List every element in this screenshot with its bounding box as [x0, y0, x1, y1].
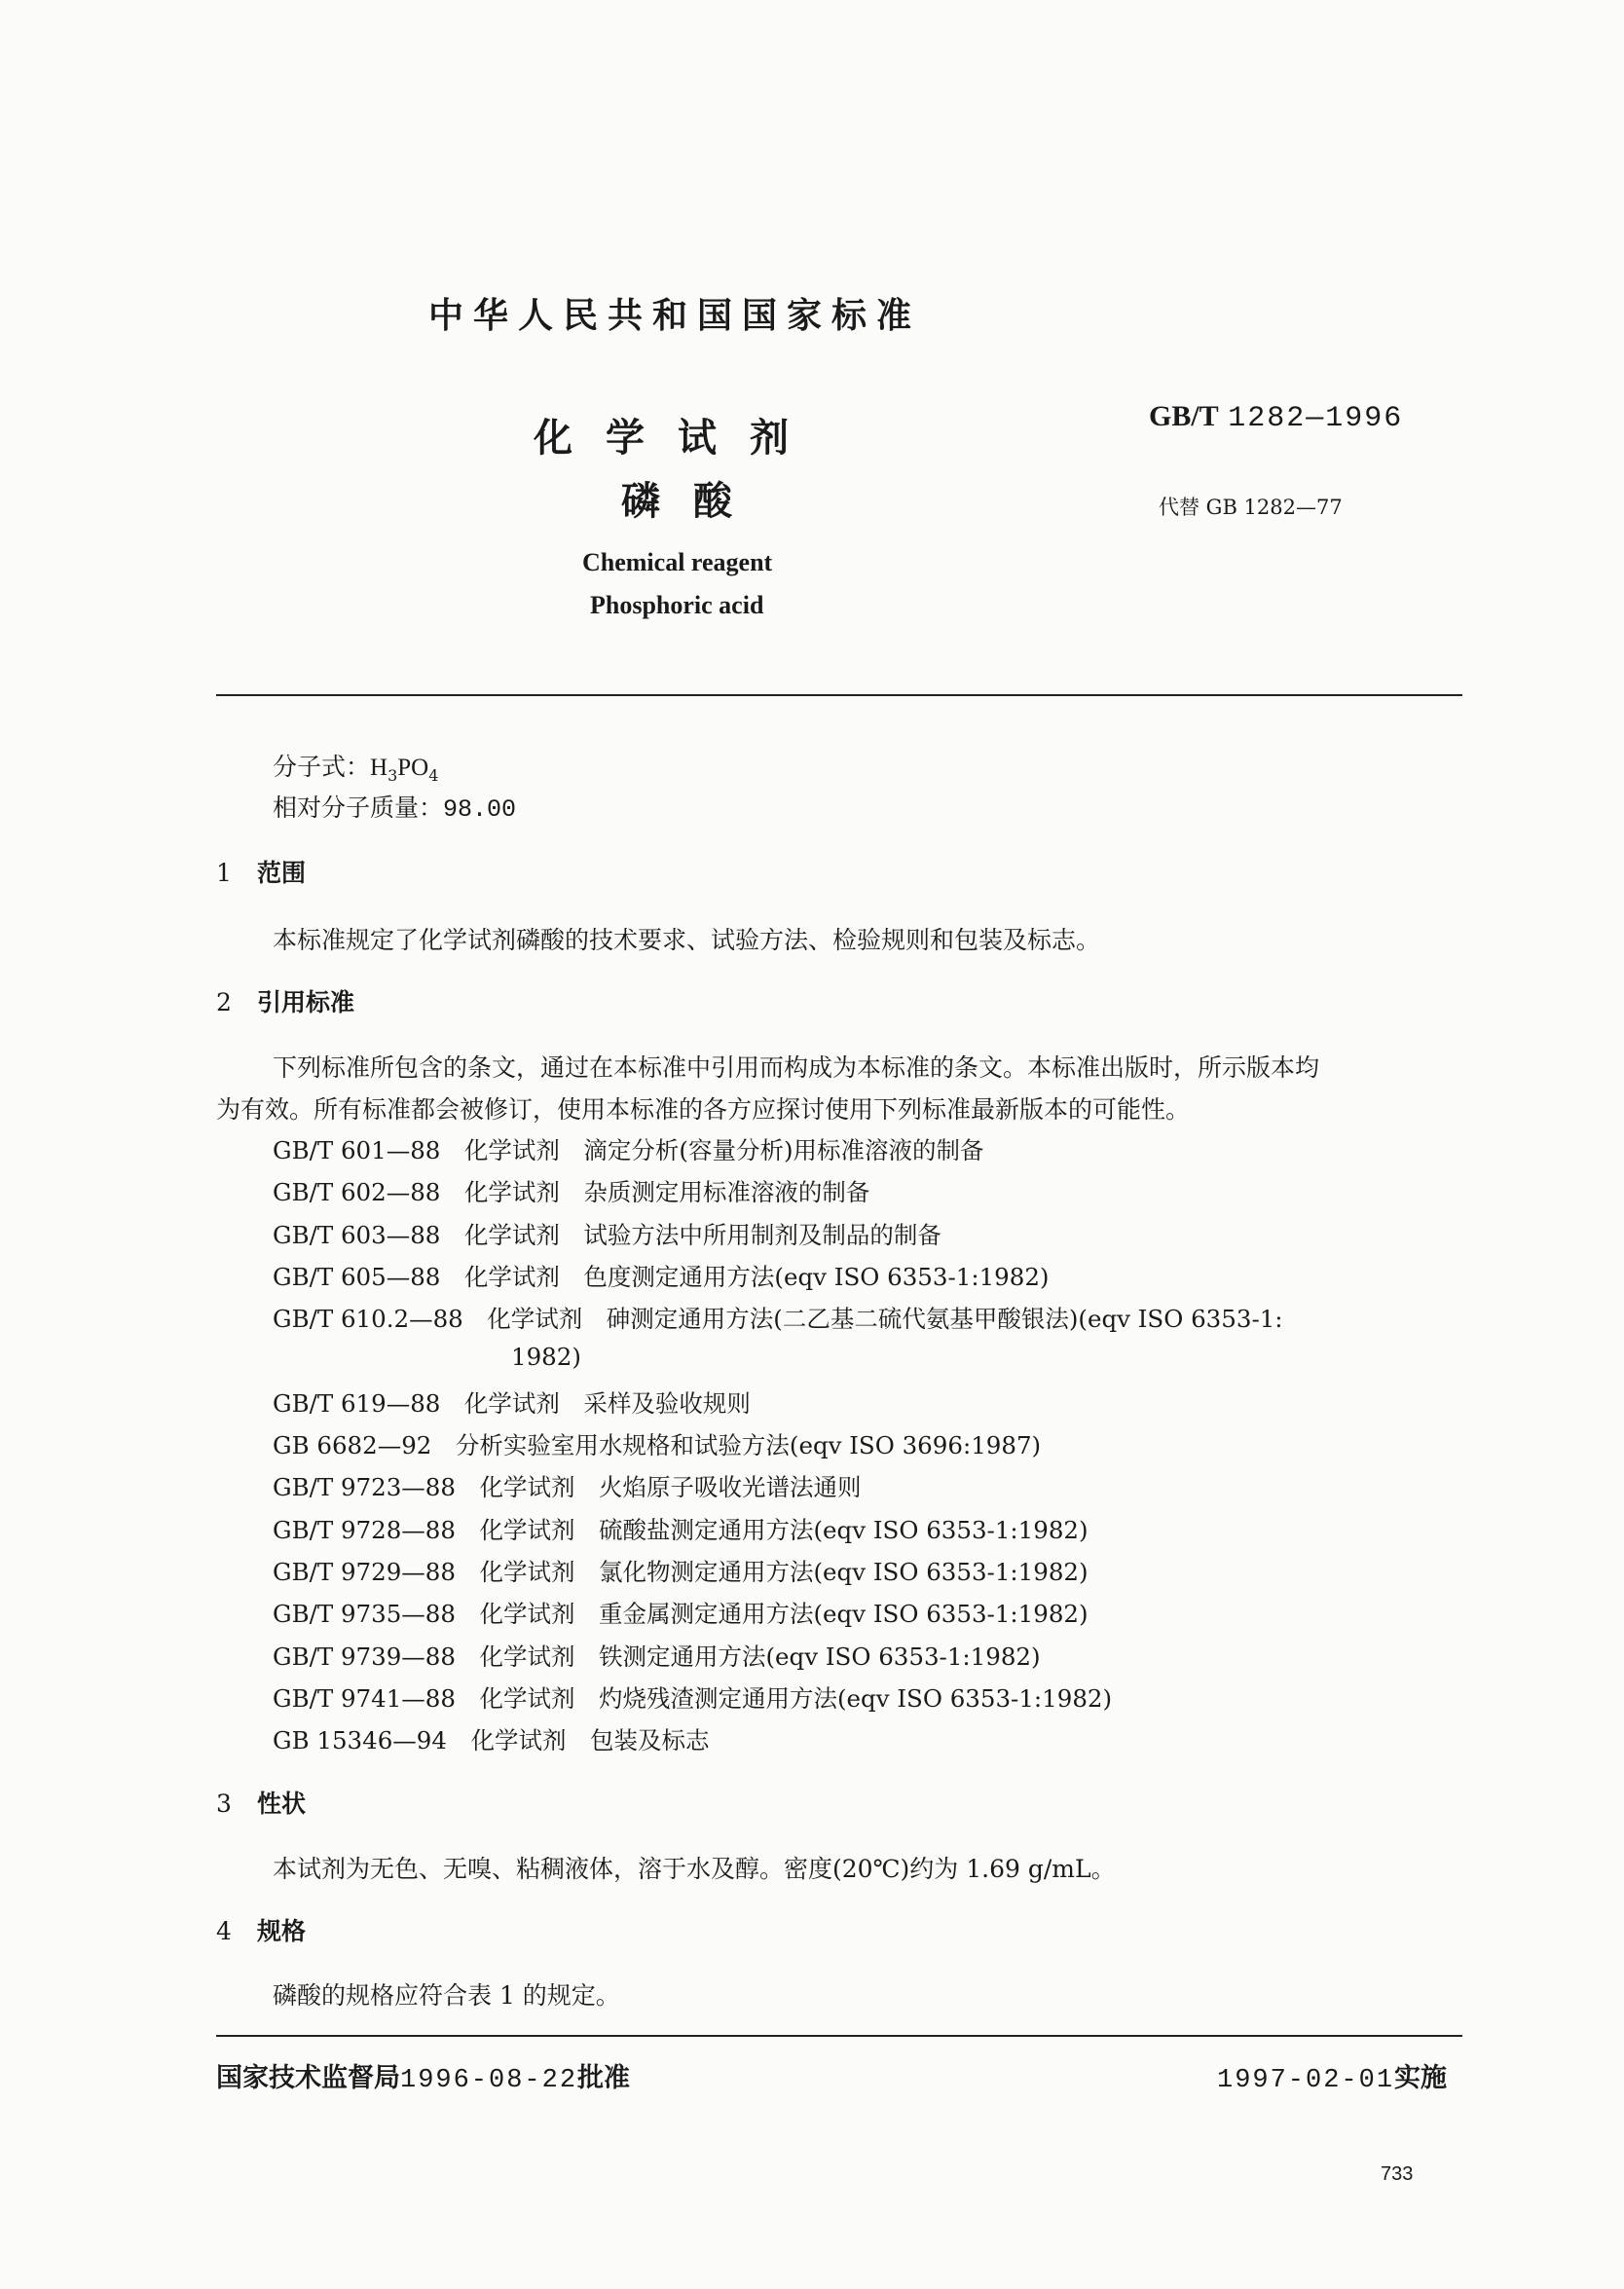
- reference-item: GB/T 9729—88 化学试剂 氯化物测定通用方法(eqv ISO 6353-1:1982): [273, 1558, 1089, 1586]
- reference-item: GB 6682—92 分析实验室用水规格和试验方法(eqv ISO 3696:1987): [273, 1431, 1042, 1459]
- reference-item: GB/T 619—88 化学试剂 采样及验收规则: [273, 1389, 751, 1418]
- replaces-standard: 代替 GB 1282—77: [1159, 496, 1343, 519]
- section-3-text: 本试剂为无色、无嗅、粘稠液体，溶于水及醇。密度(20℃)约为 1.69 g/mL。: [273, 1855, 1116, 1883]
- section-1-heading: [216, 854, 306, 889]
- section-1-text: 本标准规定了化学试剂磷酸的技术要求、试验方法、检验规则和包装及标志。: [273, 926, 1101, 954]
- reference-item: GB/T 9739—88 化学试剂 铁测定通用方法(eqv ISO 6353-1:1982): [273, 1643, 1041, 1671]
- section-3-number: 3: [216, 1790, 232, 1818]
- footer-divider: [216, 2035, 1462, 2037]
- page-number: 733: [1381, 2163, 1414, 2185]
- approval-line: [216, 2056, 630, 2095]
- effective-line: [1217, 2056, 1447, 2095]
- reference-item: GB/T 9735—88 化学试剂 重金属测定通用方法(eqv ISO 6353-1:1982): [273, 1600, 1089, 1628]
- title-cn-line2: 磷酸: [621, 478, 765, 524]
- reference-item: GB/T 601—88 化学试剂 滴定分析(容量分析)用标准溶液的制备: [273, 1136, 984, 1164]
- standard-prefix: GB/T: [1149, 400, 1219, 432]
- section-1-number: 1: [216, 859, 232, 887]
- title-cn-line1: 化学试剂: [534, 415, 822, 461]
- standard-number: [1149, 399, 1403, 435]
- reference-item: GB/T 602—88 化学试剂 杂质测定用标准溶液的制备: [273, 1178, 870, 1206]
- relative-molecular-mass: [273, 789, 516, 824]
- reference-item: GB/T 9723—88 化学试剂 火焰原子吸收光谱法通则: [273, 1473, 862, 1501]
- mass-value: 98.00: [443, 795, 517, 824]
- approval-label: 批准: [577, 2063, 631, 2093]
- national-standard-heading: 中华人民共和国国家标准: [428, 295, 922, 336]
- section-2-text-line1: 下列标准所包含的条文，通过在本标准中引用而构成为本标准的条文。本标准出版时，所示版本均: [273, 1053, 1320, 1082]
- standard-code: 1282—1996: [1228, 402, 1404, 435]
- section-2-title: 引用标准: [257, 988, 355, 1016]
- section-2-number: 2: [216, 988, 232, 1016]
- effective-date: 1997-02-01: [1217, 2066, 1395, 2095]
- reference-item: GB/T 610.2—88 化学试剂 砷测定通用方法(二乙基二硫代氨基甲酸银法)(eqv ISO 6353-1:: [273, 1305, 1283, 1333]
- formula-po: PO: [397, 755, 429, 781]
- mass-label: 相对分子质量：: [273, 794, 444, 822]
- reference-item: GB/T 9741—88 化学试剂 灼烧残渣测定通用方法(eqv ISO 6353-1:1982): [273, 1684, 1113, 1713]
- title-en-line2: Phosphoric acid: [590, 591, 764, 619]
- molecular-formula-label: 分子式：: [273, 753, 371, 781]
- section-4-title: 规格: [257, 1917, 307, 1945]
- section-3-heading: [216, 1785, 306, 1820]
- title-en-line1: Chemical reagent: [582, 548, 773, 576]
- reference-item: GB/T 603—88 化学试剂 试验方法中所用制剂及制品的制备: [273, 1221, 941, 1249]
- reference-item: GB 15346—94 化学试剂 包装及标志: [273, 1726, 710, 1754]
- reference-item-continuation: 1982): [511, 1343, 581, 1371]
- section-4-number: 4: [216, 1917, 232, 1945]
- formula-sub-4: 4: [428, 766, 439, 785]
- reference-item: GB/T 605—88 化学试剂 色度测定通用方法(eqv ISO 6353-1:1982): [273, 1263, 1050, 1291]
- section-2-heading: [216, 983, 354, 1018]
- formula-h: H: [370, 755, 388, 781]
- approval-date: 1996-08-22: [400, 2066, 578, 2095]
- effective-label: 实施: [1394, 2063, 1448, 2093]
- approver: 国家技术监督局: [216, 2063, 400, 2093]
- section-2-text-line2: 为有效。所有标准都会被修订，使用本标准的各方应探讨使用下列标准最新版本的可能性。: [216, 1095, 1191, 1124]
- section-3-title: 性状: [257, 1790, 307, 1818]
- reference-item: GB/T 9728—88 化学试剂 硫酸盐测定通用方法(eqv ISO 6353-1:1982): [273, 1516, 1089, 1544]
- molecular-formula: [273, 748, 438, 785]
- section-1-title: 范围: [257, 859, 307, 887]
- section-4-text: 磷酸的规格应符合表 1 的规定。: [273, 1981, 620, 2010]
- formula-sub-3: 3: [388, 766, 398, 785]
- header-divider: [216, 694, 1462, 696]
- section-4-heading: [216, 1912, 306, 1947]
